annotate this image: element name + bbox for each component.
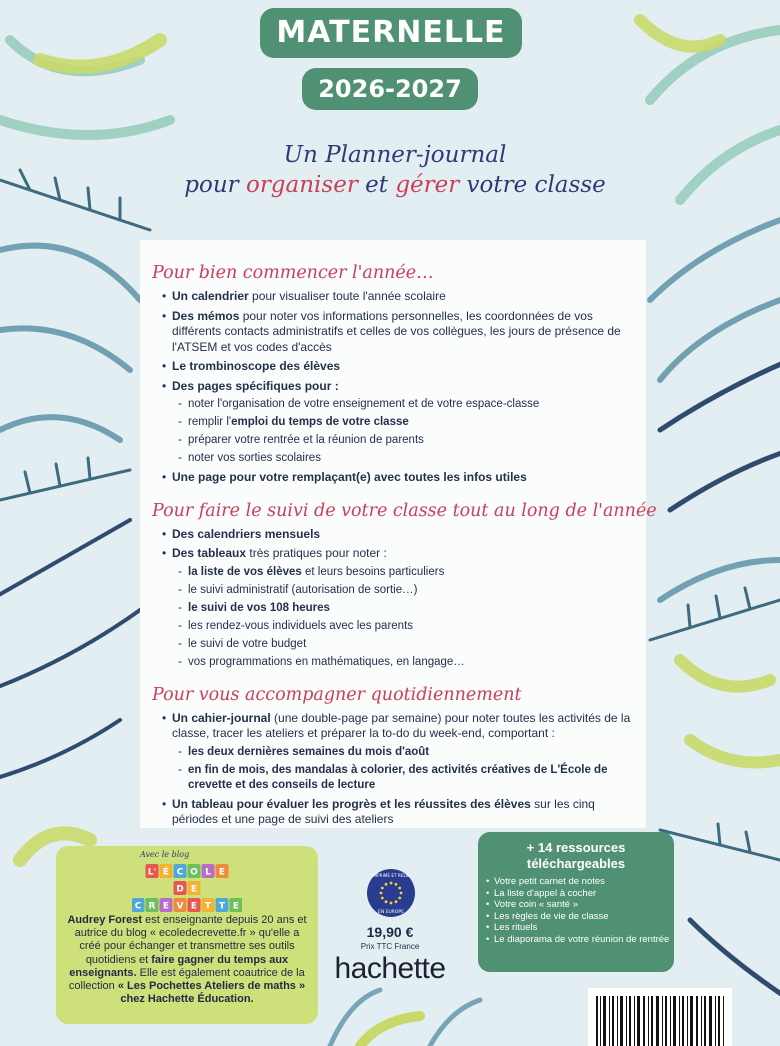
resources-list (486, 876, 672, 946)
blog-letter: C (134, 901, 142, 912)
blog-letter: V (176, 901, 184, 912)
list-item: • Le trombinoscope des élèves (172, 359, 632, 375)
sub-item: - la liste de vos élèves et leurs besoins particuliers (188, 565, 632, 580)
list-item: • Des mémos pour noter vos informations personnelles, les coordonnées de vos différents contacts administratifs et celles de vos collègues, les jours de présence de l'ATSEM et vos codes d'accès (172, 309, 632, 356)
blog-letter: L' (147, 867, 157, 878)
barcode (588, 988, 732, 1046)
sub-item: - en fin de mois, des mandalas à colorier, des activités créatives de L'École de crevette et des conseils de lecture (188, 763, 632, 793)
resources-title-line: + 14 ressources (526, 840, 626, 855)
resources-title-line: téléchargeables (526, 856, 626, 871)
eu-badge-line-2: EN EUROPE (377, 910, 405, 915)
list-item: • Votre petit carnet de notes (486, 876, 672, 888)
section-title: Pour vous accompagner quotidiennement (152, 684, 522, 705)
blog-letter: T (204, 901, 212, 912)
sub-item: - le suivi de votre budget (188, 637, 632, 652)
blog-letter: E (190, 901, 198, 912)
blog-letter: E (162, 901, 170, 912)
blog-letter: D (176, 884, 184, 895)
list-item: • Les règles de vie de classe (486, 911, 672, 923)
tagline-line-1: Un Planner-journal (283, 142, 507, 168)
section-daily (152, 684, 632, 828)
section-follow-class (152, 500, 657, 670)
list-item: • Des tableaux très pratiques pour noter : - la liste de vos élèves et leurs besoins particuliers - le suivi administratif (autorisation de sortie…) - le suivi de vos 108 heures - les rendez-vous individuels avec les parents - le suivi de votre budget - vos programmations en mathématiques, en langage… (172, 546, 632, 670)
list-item: • Un tableau pour évaluer les progrès et les réussites des élèves sur les cinq périodes et une page de suivi des ateliers (172, 797, 632, 828)
blog-logo (132, 848, 242, 918)
blog-letter: E (190, 884, 198, 895)
sub-item: - le suivi administratif (autorisation de sortie…) (188, 583, 632, 598)
price: 19,90 € (366, 924, 414, 940)
sub-item: - vos programmations en mathématiques, en langage… (188, 655, 632, 670)
blog-letter: E (232, 901, 240, 912)
list-item: • Les rituels (486, 922, 672, 934)
author-bio: Audrey Forest est enseignante depuis 20 ans et autrice du blog « ecoledecrevette.fr » qu'elle a créé pour échanger et transmettre ses outils quotidiens et faire gagner du temps aux enseignants. Elle est également coautrice de la collection « Les Pochettes Ateliers de maths » chez Hachette Éducation. (67, 914, 307, 1006)
list-item: • Des calendriers mensuels (172, 527, 632, 543)
tagline-text: pour (184, 172, 246, 198)
sub-item: - les rendez-vous individuels avec les parents (188, 619, 632, 634)
blog-letter: É (162, 867, 170, 878)
tagline-text: votre classe (459, 172, 606, 198)
section-start-year (152, 262, 632, 486)
blog-letter: C (176, 867, 184, 878)
resources-title (478, 840, 674, 872)
price-note: Prix TTC France (360, 942, 420, 951)
list-item: • Des pages spécifiques pour : - noter l'organisation de votre enseignement et de votre espace-classe - remplir l'emploi du temps de votre classe - préparer votre rentrée et la réunion de parents - noter vos sorties scolaires (172, 379, 632, 467)
tagline-line-2 (160, 170, 630, 200)
blog-letter: O (190, 867, 198, 878)
sub-item: - noter l'organisation de votre enseignement et de votre espace-classe (188, 397, 632, 412)
sub-item: - noter vos sorties scolaires (188, 451, 632, 466)
sub-item: - les deux dernières semaines du mois d'août (188, 745, 632, 760)
tagline-highlight-organiser: organiser (245, 172, 358, 198)
section-title: Pour bien commencer l'année… (152, 263, 434, 283)
publisher-logo: hachette (334, 952, 446, 985)
school-year: 2026-2027 (302, 68, 478, 110)
section-title: Pour faire le suivi de votre classe tout au long de l'année (152, 500, 657, 521)
tagline-text: et (357, 172, 396, 198)
list-item: • Un calendrier pour visualiser toute l'année scolaire (172, 289, 632, 305)
blog-letter: T (218, 901, 226, 912)
list-item: • Une page pour votre remplaçant(e) avec toutes les infos utiles (172, 470, 632, 486)
level-title: MATERNELLE (260, 8, 522, 58)
eu-badge-line-1: IMPRIMÉ ET RELIÉ (372, 873, 410, 878)
list-item: • Le diaporama de votre réunion de rentrée (486, 934, 672, 946)
blog-prefix: Avec le blog (140, 850, 190, 859)
blog-letter: E (218, 867, 226, 878)
blog-letter: L (205, 867, 211, 878)
list-item: • Un cahier-journal (une double-page par semaine) pour noter toutes les activités de la classe, tracer les ateliers et préparer la to-do du week-end, comportant : - les deux dernières semaines du mois d'août - en fin de mois, des mandalas à colorier, des activités créatives de L'École de crevette et des conseils de lecture (172, 711, 632, 793)
sub-item: - préparer votre rentrée et la réunion de parents (188, 433, 632, 448)
list-item: • La liste d'appel à cocher (486, 888, 672, 900)
tagline-highlight-gerer: gérer (395, 172, 460, 198)
tagline (160, 140, 630, 200)
sub-item: - remplir l'emploi du temps de votre classe (188, 415, 632, 430)
blog-letter: R (148, 901, 156, 912)
feature-list (152, 262, 657, 842)
sub-item: - le suivi de vos 108 heures (188, 601, 632, 616)
eu-print-badge (366, 868, 416, 918)
list-item: • Votre coin « santé » (486, 899, 672, 911)
